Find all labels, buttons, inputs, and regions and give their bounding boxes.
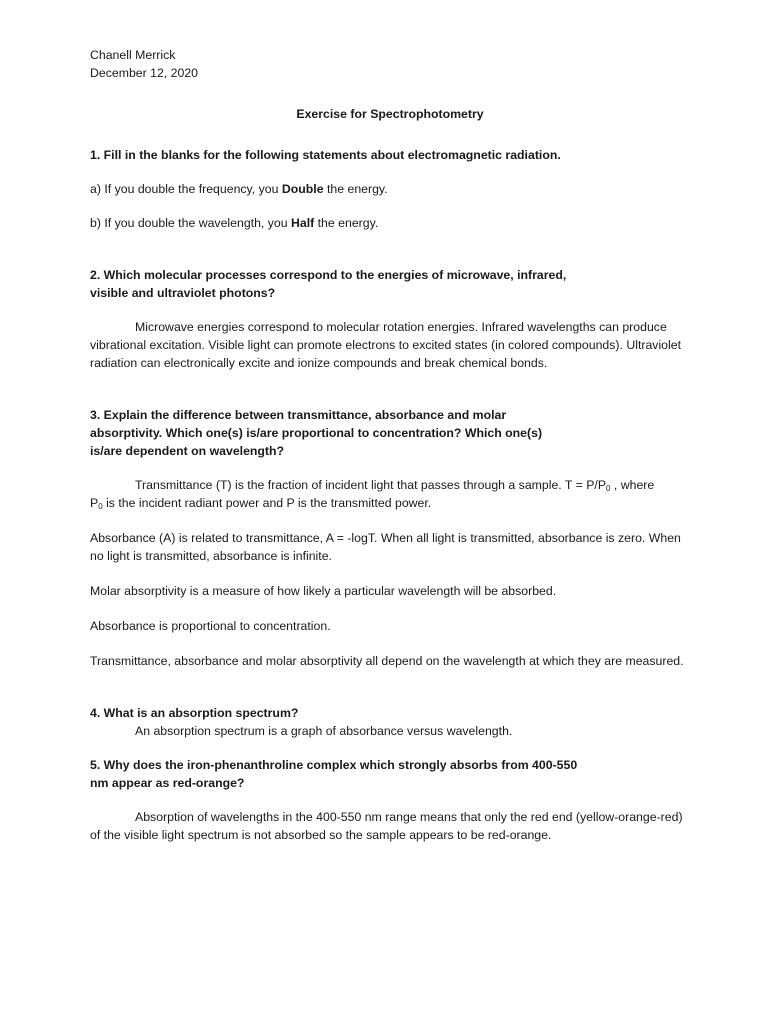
answer-1a-prefix: a) If you double the frequency, you	[90, 182, 282, 196]
author-name: Chanell Merrick	[90, 48, 176, 62]
transmittance-text-1: Transmittance (T) is the fraction of incident light that passes through a sample. T = P/P	[135, 478, 607, 492]
answer-3-proportional: Absorbance is proportional to concentration.	[90, 619, 331, 633]
answer-1a-fill: Double	[281, 182, 324, 196]
answer-1b-prefix: b) If you double the wavelength, you	[90, 216, 291, 230]
question-1: 1. Fill in the blanks for the following statements about electromagnetic radiation.	[90, 148, 561, 162]
question-5-line-1: 5. Why does the iron-phenanthroline complex which strongly absorbs from 400-550	[90, 758, 578, 772]
subscript-zero: 0	[606, 484, 611, 493]
question-5-line-2: nm appear as red-orange?	[90, 776, 245, 790]
answer-3-transmittance-cont	[90, 494, 690, 512]
answer-1b-suffix: the energy.	[314, 216, 379, 230]
answer-2: Microwave energies correspond to molecular rotation energies. Infrared wavelengths can produce vibrational excitation. Visible light can promote electrons to excited states (in colored compounds). Ultraviolet radiation can electronically excite and ionize compounds and break chemical bonds.	[90, 320, 682, 370]
answer-3-absorbance: Absorbance (A) is related to transmittance, A = -logT. When all light is transmitted, absorbance is zero. When no light is transmitted, absorbance is infinite.	[90, 531, 681, 563]
answer-4: An absorption spectrum is a graph of absorbance versus wavelength.	[135, 724, 513, 738]
question-3-line-2: absorptivity. Which one(s) is/are proportional to concentration? Which one(s)	[90, 426, 543, 440]
answer-1a	[90, 180, 690, 198]
document-date: December 12, 2020	[90, 66, 199, 80]
answer-3-wavelength: Transmittance, absorbance and molar absorptivity all depend on the wavelength at which they are measured.	[90, 654, 684, 668]
question-4: 4. What is an absorption spectrum?	[90, 706, 299, 720]
answer-3-transmittance	[90, 476, 690, 494]
question-2-line-1: 2. Which molecular processes correspond to the energies of microwave, infrared,	[90, 268, 567, 282]
answer-1a-suffix: the energy.	[323, 182, 388, 196]
answer-1b-fill: Half	[290, 216, 315, 230]
transmittance-text-4: is the incident radiant power and P is the transmitted power.	[102, 496, 432, 510]
question-2-line-2: visible and ultraviolet photons?	[90, 286, 276, 300]
transmittance-text-2: , where	[610, 478, 655, 492]
answer-5: Absorption of wavelengths in the 400-550 nm range means that only the red end (yellow-orange-red) of the visible light spectrum is not absorbed so the sample appears to be red-orange.	[90, 810, 683, 842]
subscript-zero-2: 0	[98, 502, 103, 511]
document-page	[90, 46, 690, 844]
answer-3-molar: Molar absorptivity is a measure of how likely a particular wavelength will be absorbed.	[90, 584, 557, 598]
answer-1b	[90, 214, 690, 232]
document-title: Exercise for Spectrophotometry	[296, 107, 484, 121]
transmittance-text-3: P	[90, 496, 99, 510]
question-3-line-1: 3. Explain the difference between transmittance, absorbance and molar	[90, 408, 507, 422]
question-3-line-3: is/are dependent on wavelength?	[90, 444, 285, 458]
